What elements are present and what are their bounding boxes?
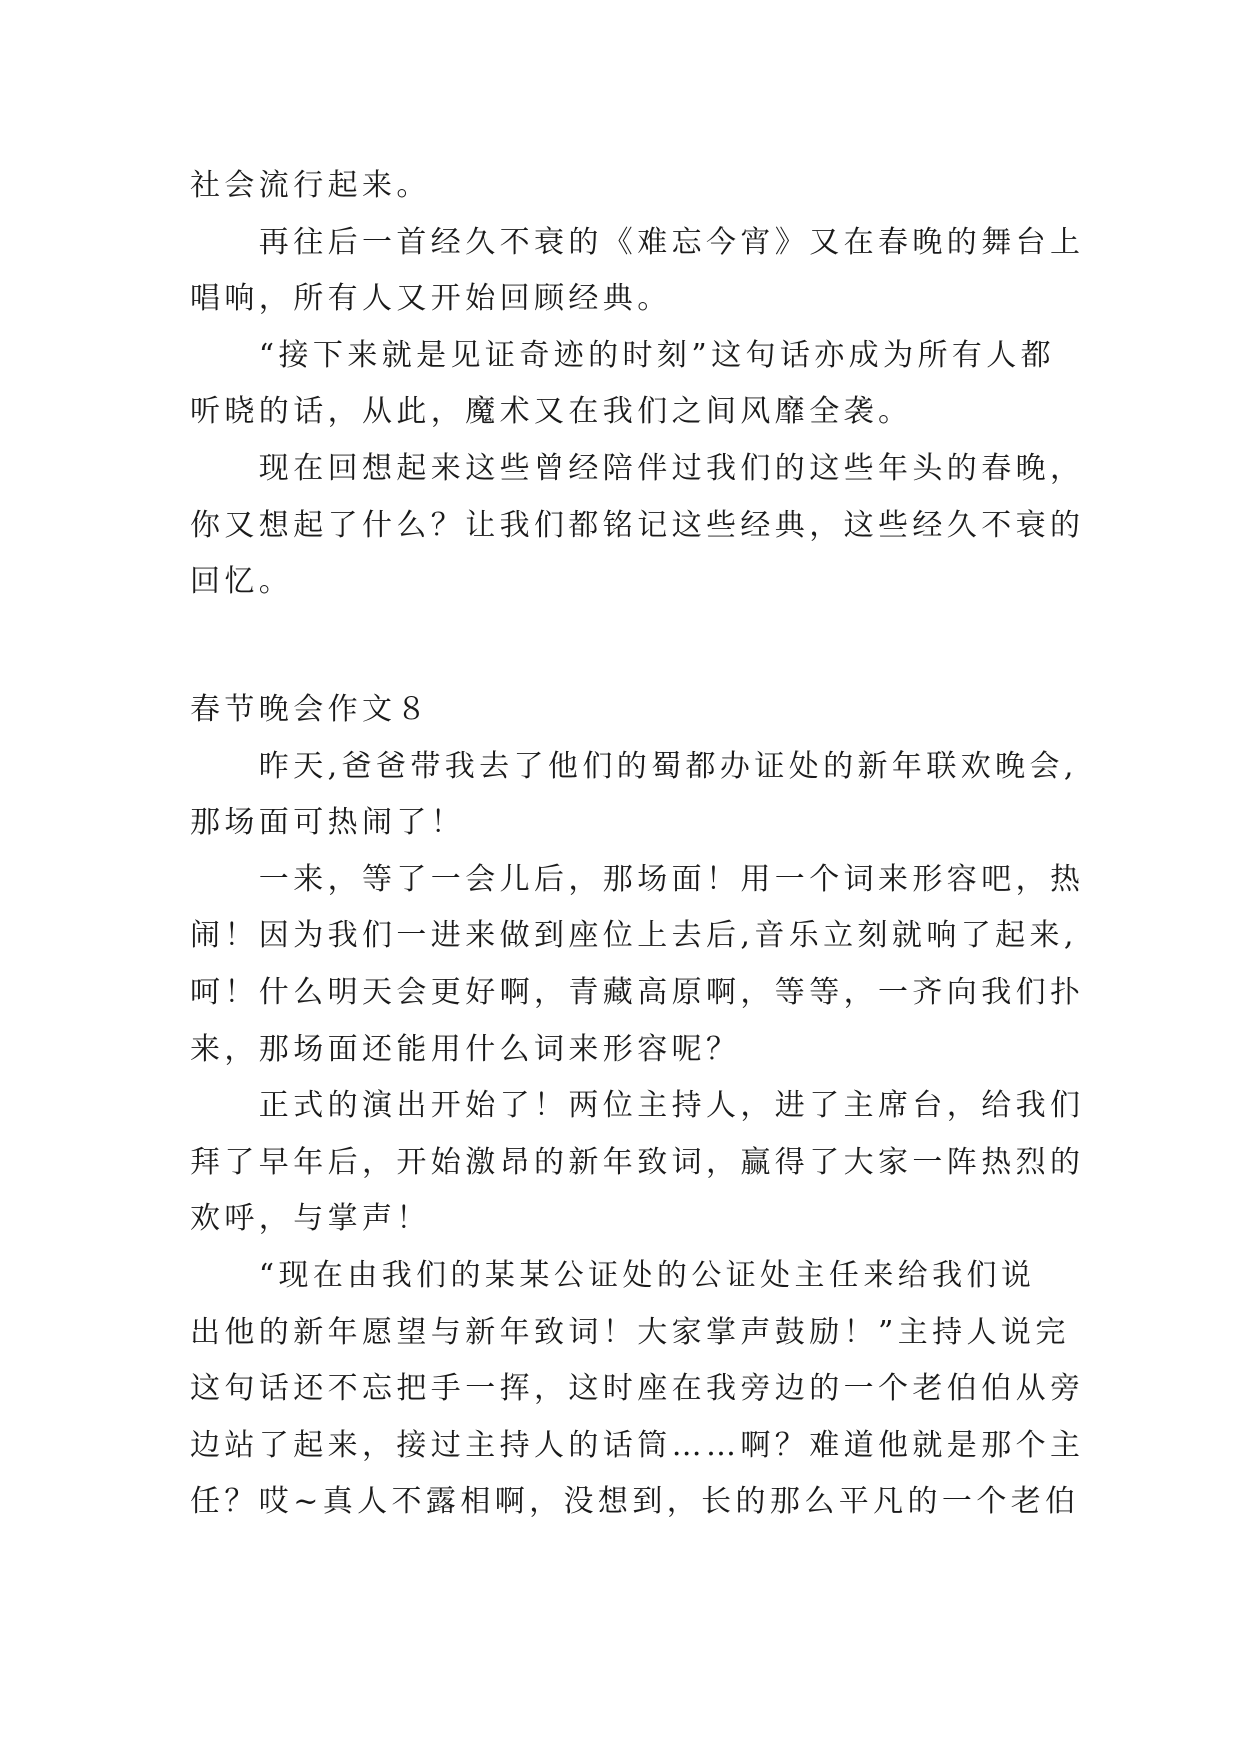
text-line: 回忆。 (190, 564, 294, 600)
text-line: 正式的演出开始了！两位主持人，进了主席台，给我们 (190, 1088, 1085, 1124)
text-line: 一来，等了一会儿后，那场面！用一个词来形容吧，热 (190, 861, 1085, 897)
text-line: 来，那场面还能用什么词来形容呢？ (190, 1031, 741, 1067)
text-line: 欢呼，与掌声！ (190, 1201, 431, 1237)
text-line: 拜了早年后，开始激昂的新年致词，赢得了大家一阵热烈的 (190, 1144, 1085, 1180)
text-line: 昨天,爸爸带我去了他们的蜀都办证处的新年联欢晚会, (190, 748, 1078, 784)
essay-section (190, 682, 1085, 1531)
text-line: “现在由我们的某某公证处的公证处主任来给我们说 (190, 1257, 1036, 1293)
text-line: 边站了起来，接过主持人的话筒……啊？难道他就是那个主 (190, 1427, 1085, 1463)
text-line: 闹！因为我们一进来做到座位上去后,音乐立刻就响了起来, (190, 918, 1078, 954)
text-line: 唱响，所有人又开始回顾经典。 (190, 281, 672, 317)
text-line: 任？哎~真人不露相啊，没想到，长的那么平凡的一个老伯 (190, 1484, 1080, 1520)
text-line: “接下来就是见证奇迹的时刻”这句话亦成为所有人都 (190, 337, 1056, 373)
text-line: 再往后一首经久不衰的《难忘今宵》又在春晚的舞台上 (190, 224, 1085, 260)
text-line: 这句话还不忘把手一挥，这时座在我旁边的一个老伯伯从旁 (190, 1371, 1085, 1407)
text-line: 现在回想起来这些曾经陪伴过我们的这些年头的春晚， (190, 450, 1085, 486)
text-line: 听晓的话，从此，魔术又在我们之间风靡全袭。 (190, 394, 913, 430)
text-line: 那场面可热闹了！ (190, 805, 466, 841)
section-title: 春节晚会作文８ (190, 692, 431, 727)
text-line: 你又想起了什么？让我们都铭记这些经典，这些经久不衰的 (190, 507, 1085, 543)
text-line: 呵！什么明天会更好啊，青藏高原啊，等等，一齐向我们扑 (190, 974, 1085, 1010)
text-line: 出他的新年愿望与新年致词！大家掌声鼓励！”主持人说完 (190, 1314, 1070, 1350)
text-line: 社会流行起来。 (190, 168, 431, 203)
previous-essay-ending (190, 158, 1085, 611)
